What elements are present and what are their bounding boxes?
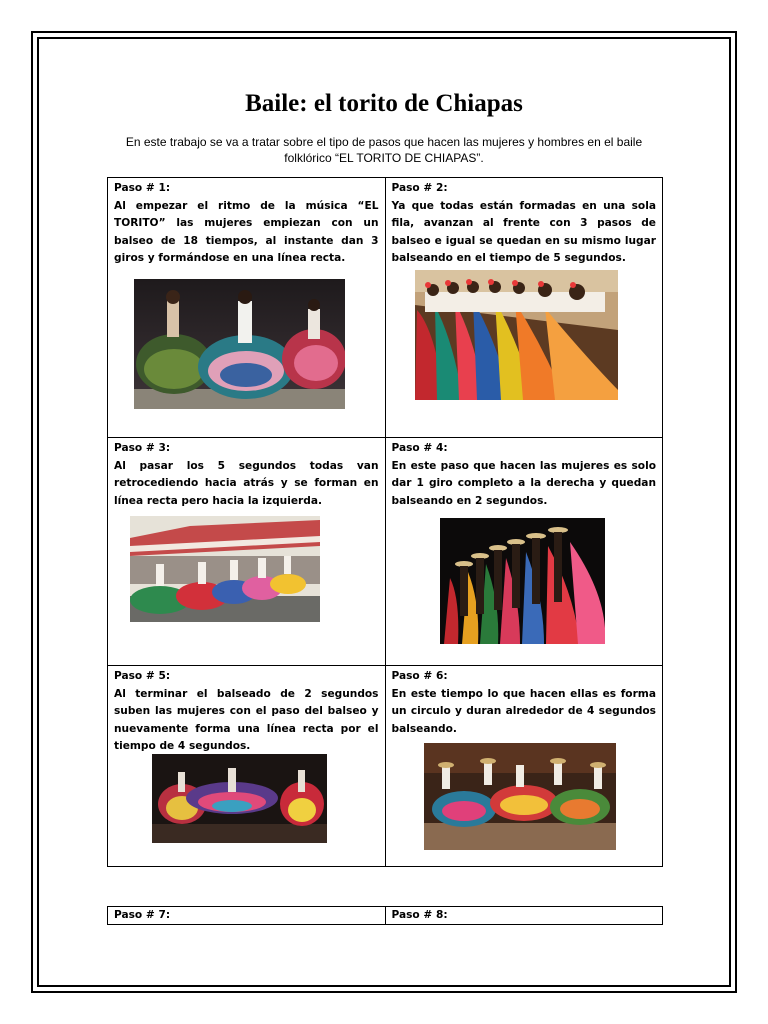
step-cell-8 [385,907,663,925]
step-cell-7 [108,907,386,925]
steps-table-continued [107,906,663,925]
step-text: En este tiempo lo que hacen ellas es forma un circulo y duran alrededor de 4 segundos balseando. [391,687,656,735]
document-title: Baile: el torito de Chiapas [245,90,523,117]
step-label: Paso # 8: [391,909,448,921]
dance-photo-5 [152,754,327,843]
step-label: Paso # 6: [391,670,448,682]
dance-photo-4 [440,518,605,644]
step-label: Paso # 7: [114,909,171,921]
step-label: Paso # 5: [114,670,171,682]
step-label: Paso # 2: [391,182,448,194]
document-intro: En este trabajo se va a tratar sobre el tipo de pasos que hacen las mujeres y hombres en el baile folklórico “EL TORITO DE CHIAPAS”. [125,135,643,165]
dance-photo-6 [424,743,616,850]
dance-photo-1 [134,279,345,409]
step-text: Ya que todas están formadas en una sola fila, avanzan al frente con 3 pasos de balseo e igual se quedan en su mismo lugar balseando en el tiempo de 5 segundos. [391,199,656,265]
step-label: Paso # 3: [114,442,171,454]
dance-photo-2 [415,270,618,400]
step-text: En este paso que hacen las mujeres es solo dar 1 giro completo a la derecha y quedan balseando en 2 segundos. [391,459,656,507]
step-text: Al pasar los 5 segundos todas van retrocediendo hacia atrás y se forman en línea recta pero hacia la izquierda. [114,459,379,507]
step-text: Al empezar el ritmo de la música “EL TORITO” las mujeres empiezan con un balseo de 18 tiempos, al instante dan 3 giros y formándose en una línea recta. [114,199,379,265]
step-label: Paso # 1: [114,182,171,194]
step-label: Paso # 4: [391,442,448,454]
dance-photo-3 [130,516,320,622]
step-text: Al terminar el balseado de 2 segundos suben las mujeres con el paso del balseo y nuevamente forma una línea recta por el tiempo de 4 segundos. [114,687,379,753]
